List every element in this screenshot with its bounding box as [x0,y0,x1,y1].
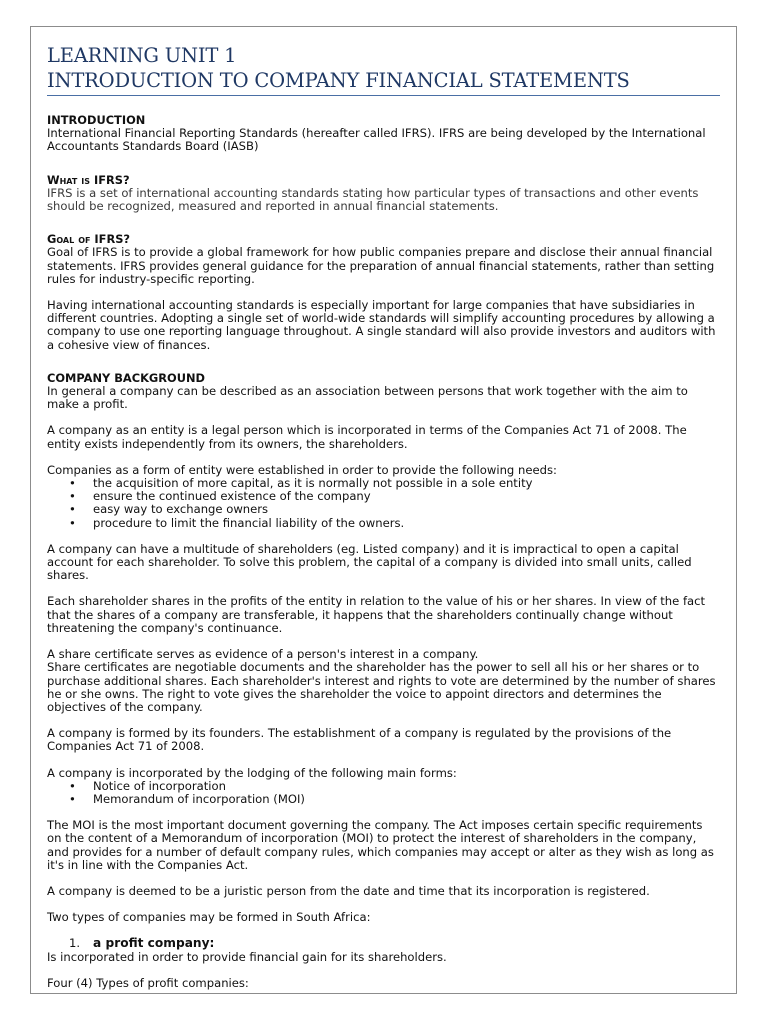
list-item: • procedure to limit the financial liability of the owners. [69,515,405,530]
bullet-icon: • [69,476,76,491]
what-is-ifrs-text: IFRS is a set of international accounting standards stating how particular types of transactions and other events should be recognized, measured and reported in annual financial statements. [47,185,699,214]
document-page [30,26,737,994]
list-item: • easy way to exchange owners [69,502,269,517]
bullet-icon: • [69,502,76,517]
goal-paragraph-2: Having international accounting standards is especially important for large companies that have subsidiaries in different countries. Adopting a single set of world-wide standards will simplify accounting procedures by allowing a company to use one reporting language throughout. A single standard will also provide investors and auditors with a cohesive view of finances. [47,298,716,352]
numbered-item-profit-company [47,937,720,950]
background-paragraph-2: A company as an entity is a legal person which is incorporated in terms of the Companies Act 71 of 2008. The entity exists independently from its owners, the shareholders. [47,423,687,451]
forms-list [47,780,720,806]
needs-list [47,477,720,530]
background-paragraph-6a: A share certificate serves as evidence of a person's interest in a company. [47,647,479,662]
list-item: • the acquisition of more capital, as it is normally not possible in a sole entity [69,476,533,491]
unit-title [47,43,720,93]
goal-paragraph-1: Goal of IFRS is to provide a global framework for how public companies prepare and disclose their annual financial statements. IFRS provides general guidance for the preparation of annual financial statements, rather than setting rules for industry-specific reporting. [47,245,715,286]
profit-company-title: a profit company: [93,936,215,951]
background-paragraph-5: Each shareholder shares in the profits of the entity in relation to the value of his or her shares. In view of the fact that the shares of a company are transferable, it happens that the shareholders continually change without threatening the company's continuance. [47,594,706,635]
background-paragraph-8: A company is incorporated by the lodging of the following main forms: [47,765,457,780]
list-number: 1. [69,936,81,951]
what-is-ifrs-heading: What is IFRS? [47,172,130,187]
background-paragraph-3: Companies as a form of entity were established in order to provide the following needs: [47,462,557,477]
list-item: • Notice of incorporation [69,778,226,793]
background-paragraph-1: In general a company can be described as an association between persons that work together with the aim to make a profit. [47,384,688,412]
goal-of-ifrs-heading: Goal of IFRS? [47,232,131,247]
list-item: • ensure the continued existence of the company [69,489,371,504]
introduction-heading: INTRODUCTION [47,113,146,127]
company-background-heading: COMPANY BACKGROUND [47,370,205,385]
background-paragraph-6b: Share certificates are negotiable documents and the shareholder has the power to sell all his or her shares or to purchase additional shares. Each shareholder's interest and rights to vote are determined by the number of shares he or she owns. The right to vote gives the shareholder the voice to appoint directors and determines the objectives of the company. [47,660,716,714]
background-paragraph-10: A company is deemed to be a juristic person from the date and time that its incorporation is registered. [47,883,650,898]
background-paragraph-11: Two types of companies may be formed in South Africa: [47,910,371,925]
unit-title-line-2: INTRODUCTION TO COMPANY FINANCIAL STATEMENTS [47,69,630,92]
bullet-icon: • [69,791,76,806]
profit-company-text: Is incorporated in order to provide financial gain for its shareholders. [47,949,447,964]
background-paragraph-4: A company can have a multitude of shareholders (eg. Listed company) and it is impractical to open a capital account for each shareholder. To solve this problem, the capital of a company is divided into small units, called shares. [47,541,692,583]
bullet-icon: • [69,515,76,530]
title-divider [47,95,720,96]
list-item: • Memorandum of incorporation (MOI) [69,791,305,806]
background-paragraph-12: Four (4) Types of profit companies: [47,975,249,990]
unit-title-line-1: LEARNING UNIT 1 [47,44,237,67]
background-paragraph-9: The MOI is the most important document governing the company. The Act imposes certain specific requirements on the content of a Memorandum of incorporation (MOI) to protect the interest of shareholders in the company, and provides for a number of default company rules, which companies may accept or alter as they wish as long as it's in line with the Companies Act. [47,818,714,872]
bullet-icon: • [69,778,76,793]
bullet-icon: • [69,489,76,504]
background-paragraph-7: A company is formed by its founders. The establishment of a company is regulated by the provisions of the Companies Act 71 of 2008. [47,726,672,754]
introduction-text: International Financial Reporting Standards (hereafter called IFRS). IFRS are being developed by the International Accountants Standards Board (IASB) [47,126,706,154]
